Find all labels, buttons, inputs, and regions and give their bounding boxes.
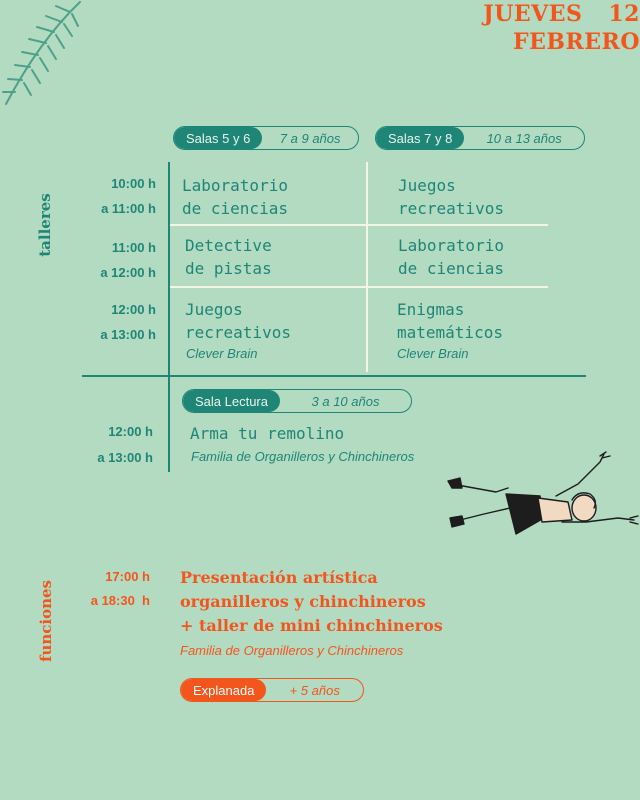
place-pill-explanada bbox=[180, 678, 364, 702]
place-ages: + 5 años bbox=[289, 682, 340, 698]
month-name: FEBRERO bbox=[513, 29, 640, 55]
row3-time bbox=[80, 297, 156, 347]
room-name: Sala Lectura bbox=[183, 390, 280, 412]
room-pill-salas-5-6 bbox=[173, 126, 359, 150]
time-to: a 18:30 h bbox=[90, 593, 150, 608]
section-label-talleres: talleres bbox=[36, 193, 54, 257]
activity-row2-right bbox=[398, 234, 504, 280]
time-to: a 13:00 h bbox=[100, 327, 156, 342]
title-line: + taller de mini chinchineros bbox=[180, 616, 443, 635]
activity-lectura: Arma tu remolino bbox=[190, 424, 345, 443]
activity-row3-right bbox=[397, 298, 503, 344]
activity-organizer: Clever Brain bbox=[186, 346, 258, 361]
funciones-organizer: Familia de Organilleros y Chinchineros bbox=[180, 643, 404, 658]
column-divider bbox=[366, 162, 368, 372]
room-pill-sala-lectura bbox=[182, 389, 412, 413]
funciones-title bbox=[180, 566, 443, 638]
row-divider bbox=[170, 286, 548, 288]
room-pill-salas-7-8 bbox=[375, 126, 585, 150]
activity-title-line: de pistas bbox=[185, 259, 272, 278]
row1-time bbox=[80, 171, 156, 221]
flying-person-illustration bbox=[444, 448, 640, 538]
activity-row1-right bbox=[398, 174, 504, 220]
place-name: Explanada bbox=[181, 679, 266, 701]
room-ages: 3 a 10 años bbox=[311, 393, 380, 409]
activity-row1-left bbox=[182, 174, 288, 220]
activity-title-line: matemáticos bbox=[397, 323, 503, 342]
activity-row3-left bbox=[185, 298, 291, 344]
section-label-funciones: funciones bbox=[37, 580, 55, 662]
lectura-time bbox=[77, 419, 153, 471]
room-name: Salas 7 y 8 bbox=[376, 127, 464, 149]
activity-row2-left bbox=[185, 234, 272, 280]
day-name: JUEVES bbox=[483, 1, 583, 27]
time-from: 11:00 h bbox=[111, 240, 156, 255]
activity-title-line: Detective bbox=[185, 236, 272, 255]
title-line: organilleros y chinchineros bbox=[180, 592, 426, 611]
row2-time bbox=[80, 235, 156, 285]
date-heading bbox=[0, 0, 640, 56]
funciones-time bbox=[74, 565, 150, 613]
activity-title-line: recreativos bbox=[185, 323, 291, 342]
activity-title-line: de ciencias bbox=[398, 259, 504, 278]
activity-title-line: Juegos bbox=[398, 176, 456, 195]
time-to: a 11:00 h bbox=[101, 201, 156, 216]
vertical-divider bbox=[168, 162, 170, 472]
activity-title-line: Enigmas bbox=[397, 300, 465, 319]
leaf-decoration bbox=[0, 0, 90, 110]
activity-title-line: Laboratorio bbox=[182, 176, 288, 195]
day-number: 12 bbox=[608, 1, 640, 27]
activity-organizer: Clever Brain bbox=[397, 346, 469, 361]
room-name: Salas 5 y 6 bbox=[174, 127, 262, 149]
activity-title-line: recreativos bbox=[398, 199, 504, 218]
row-divider bbox=[170, 224, 548, 226]
activity-title-line: de ciencias bbox=[182, 199, 288, 218]
time-from: 12:00 h bbox=[108, 424, 153, 439]
activity-organizer: Familia de Organilleros y Chinchineros bbox=[191, 449, 415, 464]
time-from: 10:00 h bbox=[111, 176, 156, 191]
time-to: a 13:00 h bbox=[97, 450, 153, 465]
room-ages: 10 a 13 años bbox=[486, 130, 562, 146]
section-divider bbox=[82, 375, 586, 377]
time-to: a 12:00 h bbox=[100, 265, 156, 280]
time-from: 17:00 h bbox=[105, 569, 150, 584]
time-from: 12:00 h bbox=[111, 302, 156, 317]
title-line: Presentación artística bbox=[180, 568, 378, 587]
activity-title-line: Juegos bbox=[185, 300, 243, 319]
room-ages: 7 a 9 años bbox=[279, 130, 341, 146]
activity-title-line: Laboratorio bbox=[398, 236, 504, 255]
